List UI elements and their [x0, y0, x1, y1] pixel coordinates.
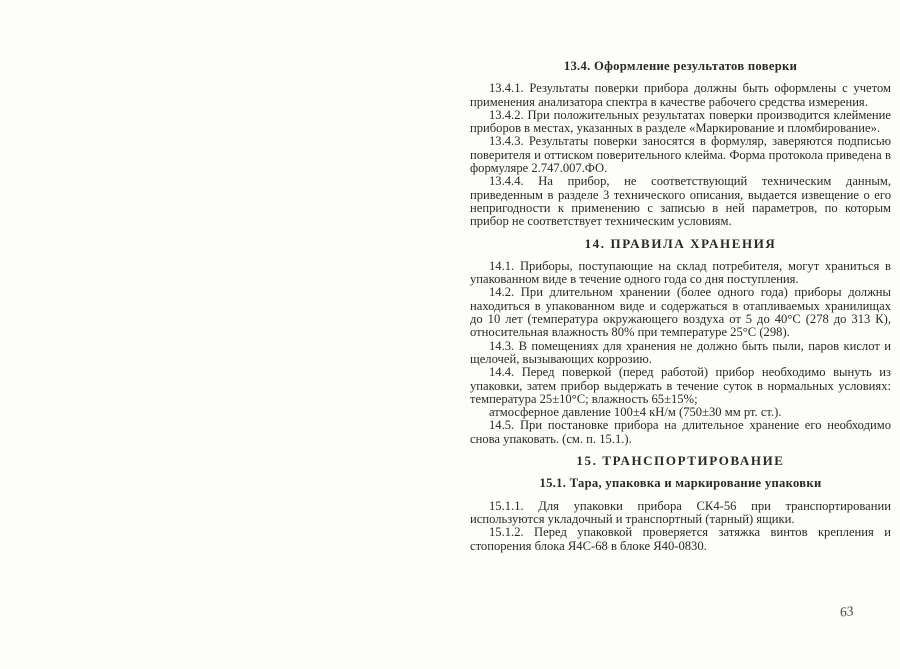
paragraph-15-1-2: 15.1.2. Перед упаковкой проверяется затяжка винтов крепления и стопорения блока Я4С-68 в блоке Я40-0830.: [470, 525, 891, 553]
page-number: 63: [839, 603, 854, 620]
paragraph-13-4-3: 13.4.3. Результаты поверки заносятся в формуляр, заверяются подписью поверителя и оттиском поверительного клейма. Форма протокола приведена в формуляре 2.747.007.ФО.: [470, 134, 891, 176]
paragraph-13-4-4: 13.4.4. На прибор, не соответствующий техническим данным, приведенным в разделе 3 технического описания, выдается извещение о его непригодности к применению с записью в ней параметров, по которым прибор не соответствует техническим условиям.: [470, 174, 891, 229]
paragraph-14-5: 14.5. При постановке прибора на длительное хранение его необходимо снова упаковать. (см. п. 15.1.).: [470, 418, 891, 446]
paragraph-14-4-pressure-note: атмосферное давление 100±4 кН/м (750±30 мм рт. ст.).: [489, 405, 782, 420]
chapter-heading-14: 14. ПРАВИЛА ХРАНЕНИЯ: [584, 235, 777, 251]
chapter-heading-15: 15. ТРАНСПОРТИРОВАНИЕ: [576, 453, 785, 469]
paragraph-14-1: 14.1. Приборы, поступающие на склад потребителя, могут храниться в упакованном виде в течение одного года со дня поступления.: [470, 258, 891, 287]
paragraph-14-2: 14.2. При длительном хранении (более одного года) приборы должны находиться в упакованном виде и содержаться в отапливаемых хранилищах до 10 лет (температура окружающего воздуха от 5 до 40°С (278 до 313 К), относительная влажность 80% при температуре 25°С (298).: [470, 285, 891, 340]
paragraph-15-1-1: 15.1.1. Для упаковки прибора СК4-56 при транспортировании используются укладочный и транспортный (тарный) ящики.: [470, 498, 891, 526]
paragraph-13-4-2: 13.4.2. При положительных результатах поверки производится клеймение приборов в местах, указанных в разделе «Маркирование и пломбирование».: [470, 107, 891, 136]
section-heading-13-4: 13.4. Оформление результатов поверки: [563, 59, 798, 73]
paragraph-13-4-1: 13.4.1. Результаты поверки прибора должны быть оформлены с учетом применения анализатора спектра в качестве рабочего средства измерения.: [470, 81, 891, 109]
text-column: [470, 60, 891, 553]
paragraph-14-4: 14.4. Перед поверкой (перед работой) прибор необходимо вынуть из упаковки, затем прибор выдержать в течение суток в нормальных условиях: температура 25±10°С; влажность 65±15%;: [470, 365, 891, 406]
paragraph-14-3: 14.3. В помещениях для хранения не должно быть пыли, паров кислот и щелочей, вызывающих коррозию.: [470, 338, 891, 366]
section-heading-15-1: 15.1. Тара, упаковка и маркирование упаковки: [539, 476, 822, 491]
